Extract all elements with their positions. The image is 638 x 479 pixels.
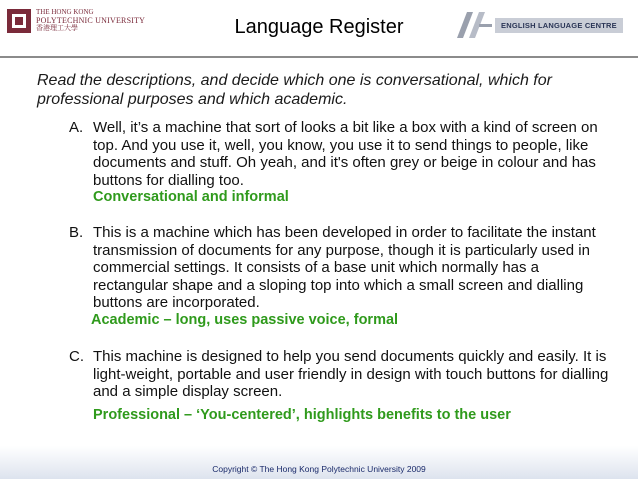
slide-footer — [0, 446, 638, 479]
answer-label: Conversational and informal — [93, 189, 289, 205]
slide-header — [0, 0, 638, 58]
item-letter: B. — [69, 224, 84, 241]
logo-text-line1: THE HONG KONG — [36, 8, 94, 17]
logo-text-line2: POLYTECHNIC UNIVERSITY — [36, 15, 146, 25]
elc-emblem-icon — [455, 8, 493, 42]
answer-label: Academic – long, uses passive voice, formal — [91, 311, 399, 328]
description-a — [69, 119, 609, 207]
answer-label: Professional – ‘You-centered’, highlights benefits to the user — [93, 406, 511, 423]
instructions: Read the descriptions, and decide which one is conversational, which for professional purposes and which academic. — [37, 72, 552, 108]
description-b — [69, 224, 609, 329]
item-text: This machine is designed to help you send documents quickly and easily. It is light-weight, portable and user friendly in design with touch buttons for dialling and a simple display screen. — [93, 348, 609, 400]
item-letter: A. — [69, 119, 84, 136]
elc-logo — [455, 8, 623, 42]
slide-title: Language Register — [234, 16, 404, 38]
item-text: This is a machine which has been developed in order to facilitate the instant transmission of documents for any purpose, though it is particularly used in commercial settings. It consists of a base unit which normally has a rectangular shape and a sloping top into which a small screen and dialling buttons are incorporated. — [93, 224, 596, 311]
logo-text-line3: 香港理工大學 — [36, 24, 78, 33]
description-c — [69, 348, 609, 424]
item-text: Well, it’s a machine that sort of looks a bit like a box with a kind of screen on top. And you use it, well, you know, you use it to send things to people, like documents and stuff. Oh yeah, and it's often grey or beige in colour and has buttons for dialling too. — [93, 119, 598, 189]
item-letter: C. — [69, 348, 84, 365]
header-divider — [0, 56, 638, 58]
copyright-notice: Copyright © The Hong Kong Polytechnic University 2009 — [212, 464, 426, 474]
elc-logo-text: ENGLISH LANGUAGE CENTRE — [495, 18, 623, 33]
